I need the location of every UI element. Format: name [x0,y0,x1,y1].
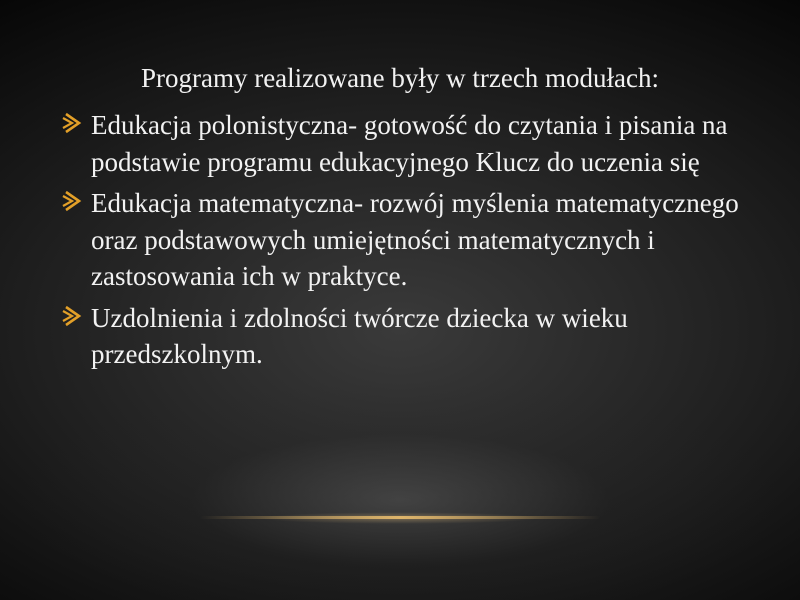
bullet-text: Uzdolnienia i zdolności twórcze dziecka w wieku przedszkolnym. [91,302,628,369]
bullet-text: Edukacja matematyczna- rozwój myślenia matematycznego oraz podstawowych umiejętności matematycznych i zastosowania ich w praktyce. [91,188,739,291]
decorative-glow-line [200,516,600,519]
bullet-item [62,185,752,295]
chevron-arrow-icon [62,110,84,136]
chevron-arrow-icon [62,303,84,329]
chevron-arrow-icon [62,188,84,214]
bullet-item [62,300,752,373]
slide-title: Programy realizowane były w trzech modułach: [140,63,660,93]
bullet-item [62,107,752,180]
bullet-text: Edukacja polonistyczna- gotowość do czytania i pisania na podstawie programu edukacyjnego Klucz do uczenia się [91,110,728,177]
bullet-list [62,107,752,378]
